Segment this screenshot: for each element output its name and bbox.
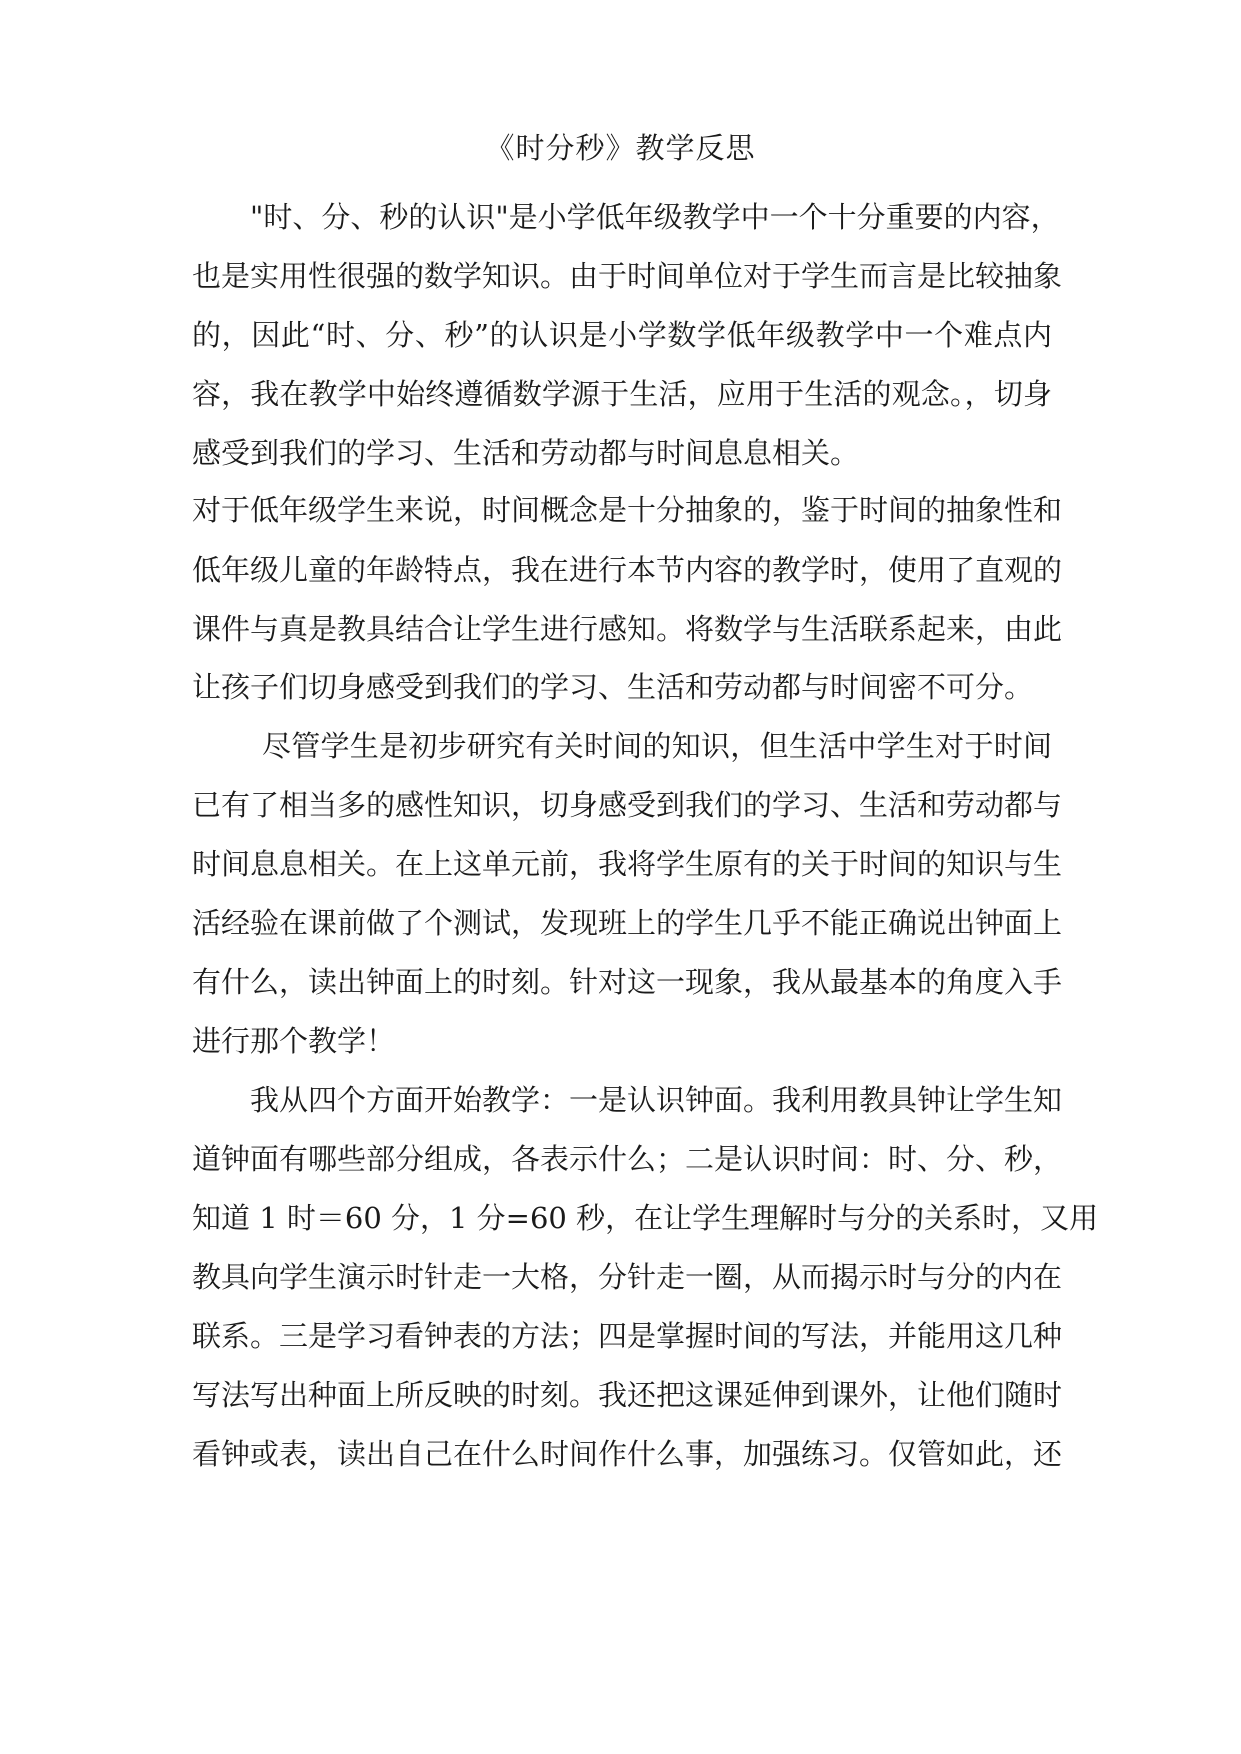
paragraph-line: 对于低年级学生来说，时间概念是十分抽象的，鉴于时间的抽象性和 — [192, 493, 1063, 527]
paragraph-line: "时、分、秒的认识"是小学低年级教学中一个十分重要的内容， — [250, 200, 1060, 234]
paragraph-line: 知道 1 时＝60 分，1 分=60 秒，在让学生理解时与分的关系时，又用 — [192, 1201, 1099, 1235]
paragraph-line: 也是实用性很强的数学知识。由于时间单位对于学生而言是比较抽象 — [192, 259, 1063, 293]
paragraph-line: 时间息息相关。在上这单元前，我将学生原有的关于时间的知识与生 — [192, 847, 1063, 881]
paragraph-line: 低年级儿童的年龄特点，我在进行本节内容的教学时，使用了直观的 — [192, 553, 1063, 587]
paragraph-line: 写法写出种面上所反映的时刻。我还把这课延伸到课外，让他们随时 — [192, 1378, 1063, 1412]
paragraph-line: 看钟或表，读出自己在什么时间作什么事，加强练习。仅管如此，还 — [192, 1437, 1063, 1471]
paragraph-line: 道钟面有哪些部分组成，各表示什么；二是认识时间：时、分、秒， — [192, 1142, 1063, 1176]
paragraph-line: 课件与真是教具结合让学生进行感知。将数学与生活联系起来，由此 — [192, 612, 1063, 646]
paragraph-line: 让孩子们切身感受到我们的学习、生活和劳动都与时间密不可分。 — [192, 670, 1034, 704]
document-title: 《时分秒》教学反思 — [485, 131, 756, 165]
paragraph-line: 尽管学生是初步研究有关时间的知识，但生活中学生对于时间 — [262, 729, 1052, 763]
paragraph-line: 我从四个方面开始教学：一是认识钟面。我利用教具钟让学生知 — [250, 1083, 1063, 1117]
paragraph-line: 教具向学生演示时针走一大格，分针走一圈，从而揭示时与分的内在 — [192, 1260, 1063, 1294]
paragraph-line: 的，因此“时、分、秒”的认识是小学数学低年级教学中一个难点内 — [192, 318, 1052, 352]
paragraph-line: 进行那个教学！ — [192, 1024, 396, 1058]
paragraph-line: 已有了相当多的感性知识，切身感受到我们的学习、生活和劳动都与 — [192, 788, 1063, 822]
paragraph-line: 感受到我们的学习、生活和劳动都与时间息息相关。 — [192, 436, 860, 470]
paragraph-line: 有什么，读出钟面上的时刻。针对这一现象，我从最基本的角度入手 — [192, 965, 1063, 999]
paragraph-line: 联系。三是学习看钟表的方法；四是掌握时间的写法，并能用这几种 — [192, 1319, 1063, 1353]
paragraph-line: 活经验在课前做了个测试，发现班上的学生几乎不能正确说出钟面上 — [192, 906, 1063, 940]
paragraph-line: 容，我在教学中始终遵循数学源于生活，应用于生活的观念。，切身 — [192, 377, 1052, 411]
